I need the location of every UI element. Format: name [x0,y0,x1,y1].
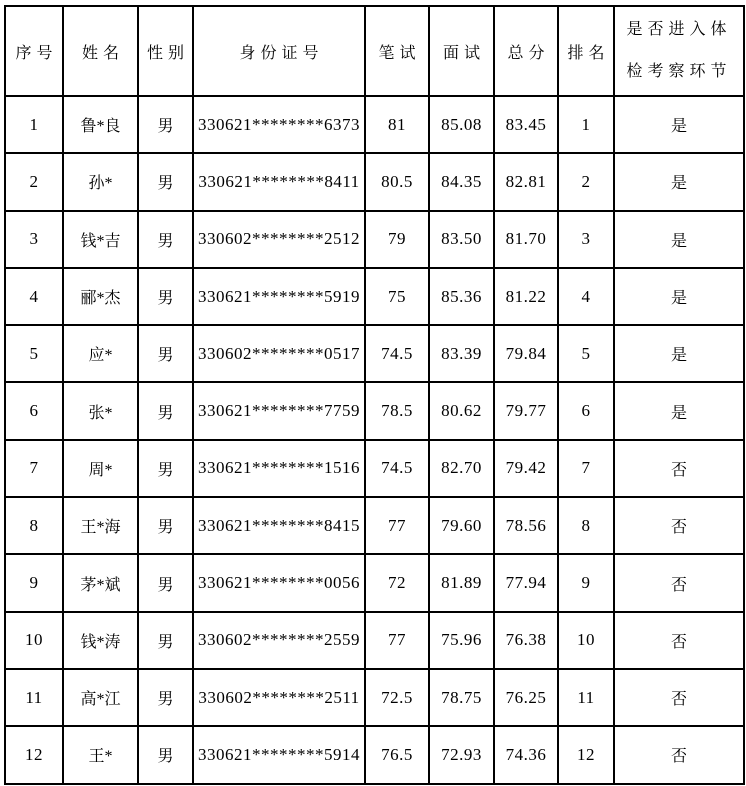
header-rank: 排名 [558,6,614,96]
header-row [5,6,744,96]
cell-id-number: 330602********0517 [193,325,365,382]
cell-rank: 9 [558,554,614,611]
cell-written: 77 [365,612,429,669]
cell-name: 钱*涛 [63,612,138,669]
cell-interview: 78.75 [429,669,494,726]
cell-total: 79.42 [494,440,558,497]
cell-interview: 84.35 [429,153,494,210]
cell-written: 72.5 [365,669,429,726]
cell-total: 82.81 [494,153,558,210]
table-row [5,554,744,611]
cell-interview: 72.93 [429,726,494,783]
cell-enter-exam: 否 [614,554,744,611]
header-interview: 面试 [429,6,494,96]
header-total: 总分 [494,6,558,96]
cell-enter-exam: 否 [614,497,744,554]
cell-rank: 10 [558,612,614,669]
cell-enter-exam: 是 [614,96,744,153]
cell-index: 8 [5,497,63,554]
cell-gender: 男 [138,612,193,669]
cell-gender: 男 [138,153,193,210]
table-row [5,612,744,669]
cell-name: 应* [63,325,138,382]
header-enter-exam [614,6,744,96]
cell-interview: 75.96 [429,612,494,669]
cell-enter-exam: 否 [614,612,744,669]
cell-id-number: 330621********8411 [193,153,365,210]
cell-written: 81 [365,96,429,153]
cell-id-number: 330621********5914 [193,726,365,783]
cell-rank: 6 [558,382,614,439]
cell-name: 钱*吉 [63,211,138,268]
cell-gender: 男 [138,382,193,439]
cell-rank: 3 [558,211,614,268]
cell-name: 孙* [63,153,138,210]
cell-index: 3 [5,211,63,268]
cell-name: 郦*杰 [63,268,138,325]
header-gender: 性别 [138,6,193,96]
cell-written: 72 [365,554,429,611]
cell-id-number: 330621********0056 [193,554,365,611]
header-written: 笔试 [365,6,429,96]
table-row [5,96,744,153]
cell-interview: 83.39 [429,325,494,382]
cell-interview: 80.62 [429,382,494,439]
cell-gender: 男 [138,726,193,783]
cell-interview: 79.60 [429,497,494,554]
cell-written: 75 [365,268,429,325]
cell-interview: 85.08 [429,96,494,153]
cell-total: 78.56 [494,497,558,554]
cell-name: 茅*斌 [63,554,138,611]
table-row [5,440,744,497]
cell-written: 77 [365,497,429,554]
cell-id-number: 330621********8415 [193,497,365,554]
cell-gender: 男 [138,325,193,382]
cell-interview: 83.50 [429,211,494,268]
cell-written: 74.5 [365,440,429,497]
table-row [5,382,744,439]
cell-rank: 11 [558,669,614,726]
cell-gender: 男 [138,96,193,153]
cell-id-number: 330621********7759 [193,382,365,439]
cell-rank: 4 [558,268,614,325]
cell-index: 11 [5,669,63,726]
cell-rank: 5 [558,325,614,382]
cell-id-number: 330602********2512 [193,211,365,268]
cell-gender: 男 [138,669,193,726]
cell-index: 12 [5,726,63,783]
header-name: 姓名 [63,6,138,96]
cell-name: 周* [63,440,138,497]
cell-gender: 男 [138,497,193,554]
cell-gender: 男 [138,211,193,268]
cell-name: 鲁*良 [63,96,138,153]
table-row [5,325,744,382]
cell-index: 2 [5,153,63,210]
table-row [5,726,744,783]
cell-written: 78.5 [365,382,429,439]
cell-enter-exam: 是 [614,211,744,268]
table-body [5,96,744,784]
cell-total: 76.38 [494,612,558,669]
cell-id-number: 330602********2559 [193,612,365,669]
cell-rank: 1 [558,96,614,153]
table-row [5,211,744,268]
cell-index: 7 [5,440,63,497]
cell-name: 王*海 [63,497,138,554]
header-index: 序号 [5,6,63,96]
cell-index: 1 [5,96,63,153]
cell-gender: 男 [138,440,193,497]
cell-enter-exam: 否 [614,669,744,726]
cell-written: 79 [365,211,429,268]
cell-index: 6 [5,382,63,439]
cell-interview: 81.89 [429,554,494,611]
cell-rank: 12 [558,726,614,783]
cell-total: 81.70 [494,211,558,268]
header-enter-exam-label: 是否进入体检考察环节 [626,21,732,80]
cell-id-number: 330621********6373 [193,96,365,153]
cell-name: 高*江 [63,669,138,726]
cell-total: 81.22 [494,268,558,325]
cell-id-number: 330621********1516 [193,440,365,497]
cell-rank: 2 [558,153,614,210]
cell-written: 74.5 [365,325,429,382]
cell-written: 76.5 [365,726,429,783]
cell-index: 10 [5,612,63,669]
cell-interview: 82.70 [429,440,494,497]
cell-index: 9 [5,554,63,611]
cell-gender: 男 [138,554,193,611]
cell-name: 张* [63,382,138,439]
cell-id-number: 330621********5919 [193,268,365,325]
cell-enter-exam: 是 [614,382,744,439]
cell-index: 4 [5,268,63,325]
cell-total: 76.25 [494,669,558,726]
table-row [5,268,744,325]
cell-interview: 85.36 [429,268,494,325]
table-row [5,153,744,210]
cell-rank: 7 [558,440,614,497]
cell-index: 5 [5,325,63,382]
table-row [5,497,744,554]
header-id-number: 身份证号 [193,6,365,96]
cell-total: 77.94 [494,554,558,611]
cell-enter-exam: 否 [614,440,744,497]
cell-enter-exam: 是 [614,153,744,210]
cell-name: 王* [63,726,138,783]
cell-gender: 男 [138,268,193,325]
table-row [5,669,744,726]
cell-total: 83.45 [494,96,558,153]
exam-results-table [4,5,745,785]
cell-enter-exam: 是 [614,268,744,325]
cell-total: 74.36 [494,726,558,783]
cell-enter-exam: 是 [614,325,744,382]
cell-rank: 8 [558,497,614,554]
cell-id-number: 330602********2511 [193,669,365,726]
cell-total: 79.84 [494,325,558,382]
cell-written: 80.5 [365,153,429,210]
cell-total: 79.77 [494,382,558,439]
cell-enter-exam: 否 [614,726,744,783]
